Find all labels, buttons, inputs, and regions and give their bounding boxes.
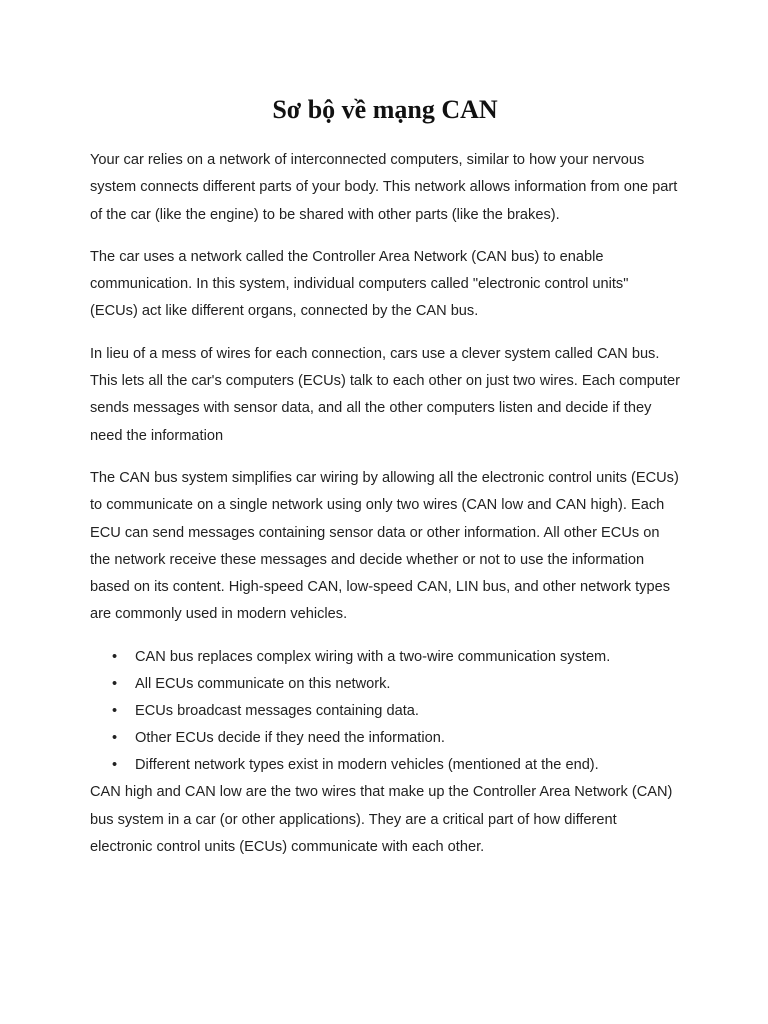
list-item xyxy=(90,698,680,725)
list-item xyxy=(90,752,680,779)
bullet-icon: • xyxy=(112,675,118,692)
bullet-icon: • xyxy=(112,730,118,747)
list-item-text: Different network types exist in modern vehicles (mentioned at the end). xyxy=(135,757,599,774)
list-item xyxy=(90,671,680,698)
list-item-text: ECUs broadcast messages containing data. xyxy=(135,702,419,719)
paragraph-two-wires: In lieu of a mess of wires for each connection, cars use a clever system called CAN bus. This lets all the car's computers (ECUs) talk to each other on just two wires. Each computer sends messages with sensor data, and all the other computers listen and decide if they need the information xyxy=(90,345,681,444)
document-page xyxy=(90,92,680,876)
paragraph-simplifies-wiring: The CAN bus system simplifies car wiring by allowing all the electronic control units (ECUs) to communicate on a single network using only two wires (CAN low and CAN high). Each ECU can send messages containing sensor data or other information. All other ECUs on the network receive these messages and decide whether or not to use the information based on its content. High-speed CAN, low-speed CAN, LIN bus, and other network types are commonly used in modern vehicles. xyxy=(90,469,679,623)
list-item-text: CAN bus replaces complex wiring with a two-wire communication system. xyxy=(135,648,611,665)
summary-bullet-list xyxy=(90,644,680,779)
bullet-icon: • xyxy=(112,757,118,774)
paragraph-can-network: The car uses a network called the Controller Area Network (CAN bus) to enable communication. In this system, individual computers called "electronic control units" (ECUs) act like different organs, connected by the CAN bus. xyxy=(90,248,629,320)
list-item-text: All ECUs communicate on this network. xyxy=(135,675,391,692)
bullet-icon: • xyxy=(112,648,118,665)
list-item xyxy=(90,725,680,752)
paragraph-can-high-low: CAN high and CAN low are the two wires that make up the Controller Area Network (CAN) bus system in a car (or other applications). They are a critical part of how different electronic control units (ECUs) communicate with each other. xyxy=(90,784,673,855)
paragraph-intro: Your car relies on a network of interconnected computers, similar to how your nervous system connects different parts of your body. This network allows information from one part of the car (like the engine) to be shared with other parts (like the brakes). xyxy=(90,152,678,223)
bullet-icon: • xyxy=(112,702,118,719)
document-title: Sơ bộ về mạng CAN xyxy=(272,95,498,124)
list-item-text: Other ECUs decide if they need the information. xyxy=(135,730,445,747)
list-item xyxy=(90,644,680,671)
